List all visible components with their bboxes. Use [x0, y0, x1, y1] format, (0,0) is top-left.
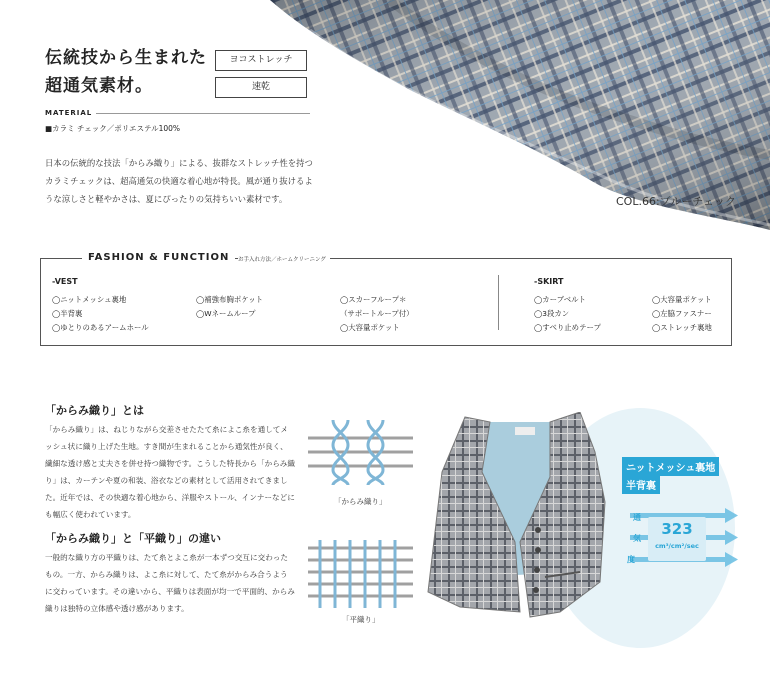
plain-caption: 「平織り」 — [342, 615, 380, 624]
vest-skirt-divider — [498, 275, 499, 330]
half-back-badge: 半背裏 — [622, 475, 660, 494]
vest-feature: ◯半背裏 — [52, 309, 83, 318]
tag-yoko-stretch: ヨコストレッチ — [215, 50, 307, 71]
care-method: お手入れ方法／ホームクリーニング — [238, 255, 330, 263]
material-label: MATERIAL — [45, 109, 93, 117]
fashion-function-title: FASHION & FUNCTION — [82, 252, 235, 263]
vest-feature: ◯大容量ポケット — [340, 323, 400, 332]
vest-feature: ◯補強布胸ポケット — [196, 295, 264, 304]
skirt-feature: ◯大容量ポケット — [652, 295, 712, 304]
karami-text: 「からみ織り」は、ねじりながら交差させたたて糸によこ糸を通してメッシュ状に織り上げた生地。すき間が生まれることから通気性が良く、繊細な透け感と丈夫さを併せ持つ織物です。こうした特長から「からみ織り」は、カーテンや夏の和装、浴衣などの素材として活用されてきました。近年では、その快適な着心地から、洋服やストール、インナーなどにも幅広く使われています。 — [45, 425, 295, 519]
vest-photo — [420, 412, 620, 637]
vent-char: 気 — [633, 534, 641, 543]
skirt-feature: ◯ストレッチ裏地 — [652, 323, 712, 332]
ventilation-unit: cm³/cm²/sec — [655, 542, 699, 550]
skirt-feature: ◯カーブベルト — [534, 295, 586, 304]
vest-feature: ◯ニットメッシュ裏地 — [52, 295, 127, 304]
vent-char: 通 — [633, 513, 641, 522]
skirt-feature: ◯3段カン — [534, 309, 570, 318]
vest-feature: ◯ゆとりのあるアームホール — [52, 323, 149, 332]
karami-title: 「からみ織り」とは — [45, 404, 144, 417]
skirt-feature: ◯左脇ファスナー — [652, 309, 712, 318]
vest-feature: ◯Wネームループ — [196, 309, 256, 318]
difference-text: 一般的な織り方の平織りは、たて糸とよこ糸が一本ずつ交互に交わったもの。一方、からみ織りは、よこ糸に対して、たて糸がからみ合うように交わっています。その違いから、平織りは表面が均一で平面的、からみ織りは独特の立体感や透け感があります。 — [45, 553, 295, 613]
ventilation-value: 323 — [661, 520, 693, 538]
skirt-feature: ◯すべり止めテープ — [534, 323, 601, 332]
vest-feature: （サポートループ付） — [340, 309, 414, 318]
leno-caption: 「からみ織り」 — [334, 497, 387, 506]
vent-char: 度 — [627, 555, 635, 564]
vest-feature: ◯スカーフループ＊ — [340, 295, 407, 304]
material-text: ■カラミ チェック／ポリエステル100% — [45, 124, 181, 133]
plain-weave-diagram — [308, 540, 413, 608]
headline-line2: 超通気素材。 — [45, 76, 153, 96]
vest-heading: -VEST — [52, 277, 78, 286]
material-divider — [96, 113, 310, 114]
headline — [45, 44, 207, 100]
headline-line1: 伝統技から生まれた — [45, 48, 207, 68]
intro-paragraph: 日本の伝統的な技法「からみ織り」による、抜群なストレッチ性を持つカラミチェックは、超高通気の快適な着心地が特長。風が通り抜けるような涼しさと軽やかさは、夏にぴったりの気持ちいい素材です。 — [45, 158, 313, 204]
difference-title: 「からみ織り」と「平織り」の違い — [45, 532, 221, 545]
knit-mesh-badge: ニットメッシュ裏地 — [622, 457, 719, 476]
tag-quick-dry: 速乾 — [215, 77, 307, 98]
color-label: COL.66:ブルーチェック — [616, 195, 736, 208]
skirt-heading: -SKIRT — [534, 277, 564, 286]
leno-weave-diagram — [308, 420, 413, 485]
